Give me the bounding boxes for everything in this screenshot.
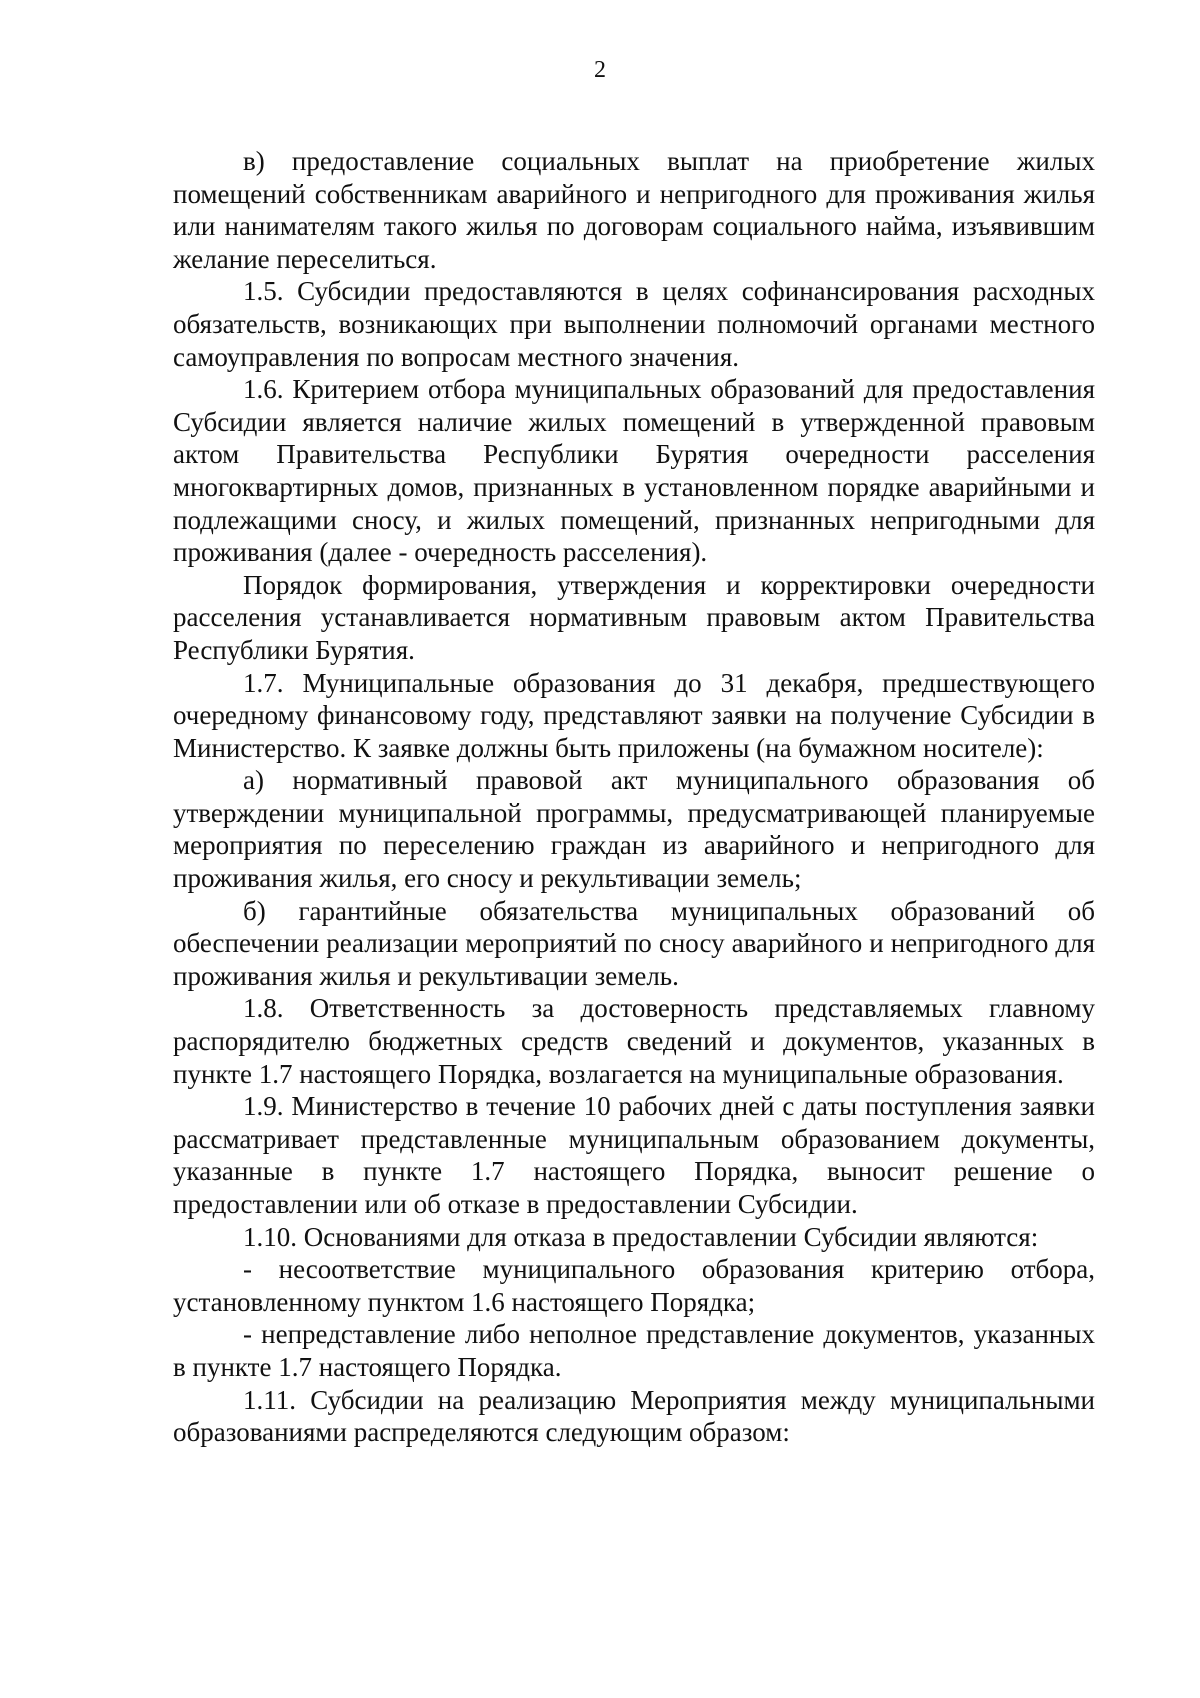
paragraph-1-8: 1.8. Ответственность за достоверность представляемых главному распорядителю бюджетных средств сведений и документов, указанных в пункте 1.7 настоящего Порядка, возлагается на муниципальные образования.	[173, 993, 1095, 1089]
paragraph-1-7-b: б) гарантийные обязательства муниципальных образований об обеспечении реализации мероприятий по сносу аварийного и непригодного для проживания жилья и рекультивации земель.	[173, 895, 1095, 991]
paragraph-1-9: 1.9. Министерство в течение 10 рабочих дней с даты поступления заявки рассматривает представленные муниципальным образованием документы, указанные в пункте 1.7 настоящего Порядка, выносит решение о предоставлении или об отказе в предоставлении Субсидии.	[173, 1091, 1095, 1219]
paragraph-social-payments: в) предоставление социальных выплат на приобретение жилых помещений собственникам аварийного и непригодного для проживания жилья или нанимателям такого жилья по договорам социального найма, изъявившим желание переселиться.	[173, 146, 1095, 274]
paragraph-1-7-a: а) нормативный правовой акт муниципального образования об утверждении муниципальной программы, предусматривающей планируемые мероприятия по переселению граждан из аварийного и непригодного для проживания жилья, его сносу и рекультивации земель;	[173, 765, 1095, 894]
paragraph-1-10-item-2: - непредставление либо неполное представление документов, указанных в пункте 1.7 настоящего Порядка.	[173, 1319, 1095, 1382]
paragraph-1-11: 1.11. Субсидии на реализацию Мероприятия между муниципальными образованиями распределяются следующим образом:	[173, 1384, 1095, 1448]
page-number: 2	[594, 57, 606, 83]
paragraph-1-7: 1.7. Муниципальные образования до 31 декабря, предшествующего очередному финансовому году, представляют заявки на получение Субсидии в Министерство. К заявке должны быть приложены (на бумажном носителе):	[173, 667, 1095, 763]
paragraph-1-6: 1.6. Критерием отбора муниципальных образований для предоставления Субсидии является наличие жилых помещений в утвержденной правовым актом Правительства Республики Бурятия очередности расселения многоквартирных домов, признанных в установленном порядке аварийными и подлежащими сносу, и жилых помещений, признанных непригодными для проживания (далее - очередность расселения).	[173, 374, 1095, 568]
paragraph-1-5: 1.5. Субсидии предоставляются в целях софинансирования расходных обязательств, возникающих при выполнении полномочий органами местного самоуправления по вопросам местного значения.	[173, 276, 1095, 372]
paragraph-1-10: 1.10. Основаниями для отказа в предоставлении Субсидии являются:	[243, 1221, 1039, 1252]
document-body	[173, 145, 1095, 1449]
paragraph-1-10-item-1: - несоответствие муниципального образования критерию отбора, установленному пунктом 1.6 настоящего Порядка;	[173, 1254, 1095, 1317]
paragraph-resettlement-order: Порядок формирования, утверждения и корректировки очередности расселения устанавливается нормативным правовым актом Правительства Республики Бурятия.	[173, 569, 1095, 665]
